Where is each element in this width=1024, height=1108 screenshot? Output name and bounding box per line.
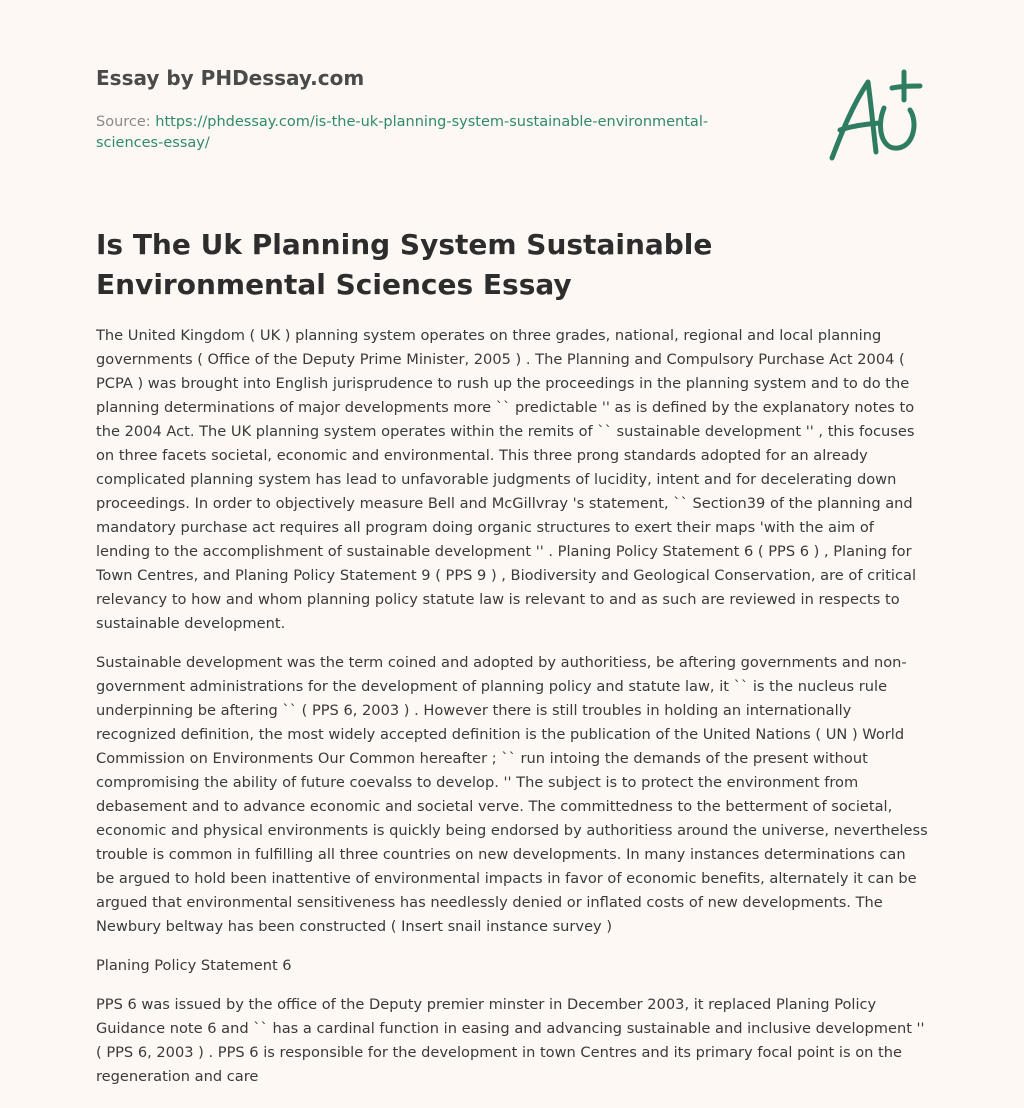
essay-title: Is The Uk Planning System Sustainable Environmental Sciences Essay	[96, 228, 713, 301]
paragraph: PPS 6 was issued by the office of the Deputy premier minster in December 2003, it replaced Planing Policy Guidance note 6 and `` has a cardinal function in easing and advancing sustainable and inclusive development '' ( PPS 6, 2003 ) . PPS 6 is responsible for the development in town Centres and its primary focal point is on the regeneration and care	[96, 996, 925, 1085]
paragraph: Sustainable development was the term coined and adopted by authoritiess, be aftering governments and non-government administrations for the development of planning policy and statute law, it `` is the nucleus rule underpinning be aftering `` ( PPS 6, 2003 ) . However there is still troubles in holding an internationally recognized definition, the most widely accepted definition is the publication of the United Nations ( UN ) World Commission on Environments Our Common hereafter ; `` run intoing the demands of the present without compromising the ability of future coevalss to develop. '' The subject is to protect the environment from debasement and to advance economic and societal verve. The committedness to the betterment of societal, economic and physical environments is quickly being endorsed by authoritiess around the universe, nevertheless trouble is common in fulfilling all three countries on new developments. In many instances determinations can be argued to hold been inattentive of environmental impacts in favor of economic benefits, alternately it can be argued that environmental sensitiveness has needlessly denied or inflated costs of new developments. The Newbury beltway has been constructed ( Insert snail instance survey )	[96, 654, 928, 935]
section-heading: Planing Policy Statement 6	[96, 957, 292, 974]
essay-body	[96, 324, 928, 1104]
source-label: Source:	[96, 114, 151, 130]
source-line	[96, 112, 736, 154]
a-plus-logo-icon	[818, 66, 928, 166]
source-link[interactable]: https://phdessay.com/is-the-uk-planning-system-sustainable-environmental-sciences-essay/	[96, 114, 709, 151]
paragraph: The United Kingdom ( UK ) planning system operates on three grades, national, regional and local planning governments ( Office of the Deputy Prime Minister, 2005 ) . The Planning and Compulsory Purchase Act 2004 ( PCPA ) was brought into English jurisprudence to rush up the proceedings in the planning system and to do the planning determinations of major developments more `` predictable '' as is defined by the explanatory notes to the 2004 Act. The UK planning system operates within the remits of `` sustainable development '' , this focuses on three facets societal, economic and environmental. This three prong standards adopted for an already complicated planning system has lead to unfavorable judgments of lucidity, intent and for decelerating down proceedings. In order to objectively measure Bell and McGillvray 's statement, `` Section39 of the planning and mandatory purchase act requires all program doing organic structures to exert their maps 'with the aim of lending to the accomplishment of sustainable development '' . Planing Policy Statement 6 ( PPS 6 ) , Planing for Town Centres, and Planing Policy Statement 9 ( PPS 9 ) , Biodiversity and Geological Conservation, are of critical relevancy to how and whom planning policy statute law is relevant to and as such are reviewed in respects to sustainable development.	[96, 327, 916, 632]
site-name: Essay by PHDessay.com	[96, 66, 365, 90]
